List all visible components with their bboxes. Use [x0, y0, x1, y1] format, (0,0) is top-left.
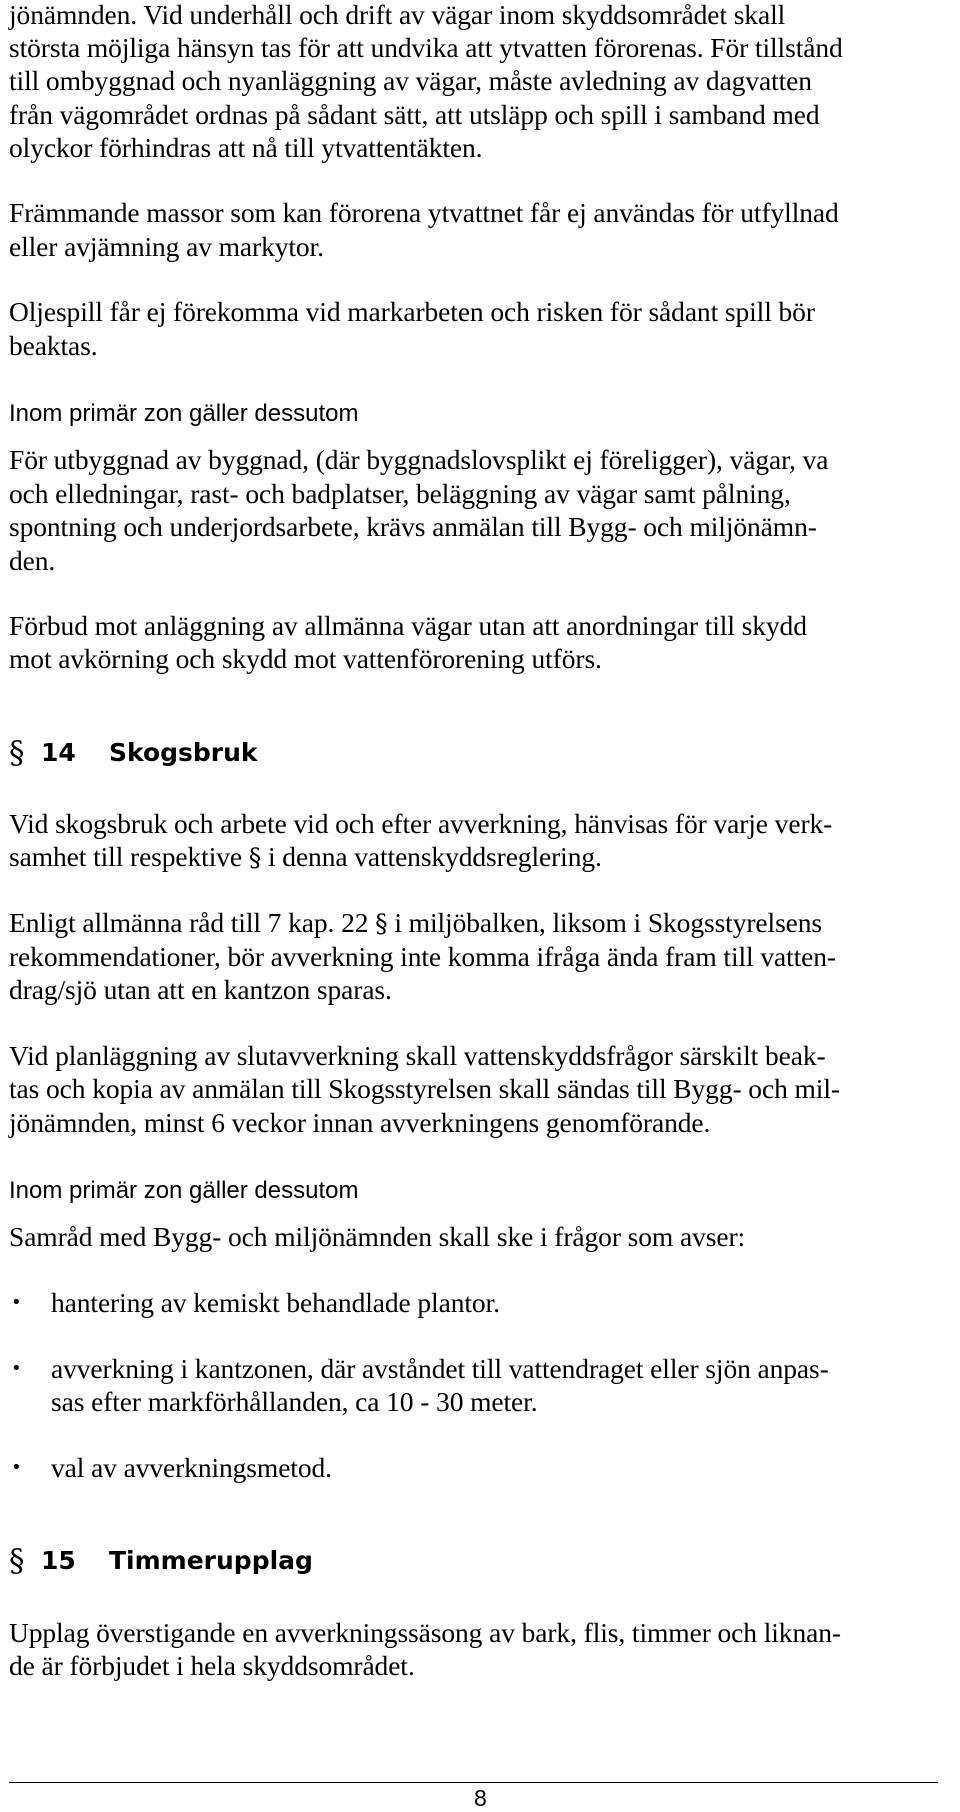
- list-item: val av avverkningsmetod.: [51, 1452, 332, 1483]
- text-line: jönämnden. Vid underhåll och drift av vägar inom skyddsområdet skall: [9, 0, 786, 30]
- text-line: spontning och underjordsarbete, krävs anmälan till Bygg- och miljönämn-: [9, 511, 817, 542]
- text-span: samhet till respektive: [9, 841, 243, 872]
- text-line: För utbyggnad av byggnad, (där byggnadslovsplikt ej föreligger), vägar, va: [9, 444, 829, 475]
- subheading: Inom primär zon gäller dessutom: [9, 1177, 359, 1204]
- paragraph-sign: §: [9, 735, 25, 771]
- text-span: i denna vattenskyddsreglering.: [267, 841, 602, 872]
- bullet-icon: •: [11, 1358, 22, 1379]
- text-line: tas och kopia av anmälan till Skogsstyrelsen skall sändas till Bygg- och mil-: [9, 1073, 840, 1104]
- paragraph-sign: §: [375, 909, 388, 938]
- text-line: jönämnden, minst 6 veckor innan avverkningens genomförande.: [9, 1107, 711, 1138]
- page-number: 8: [474, 1785, 487, 1811]
- subheading: Inom primär zon gäller dessutom: [9, 400, 359, 427]
- list-item: hantering av kemiskt behandlade plantor.: [51, 1287, 500, 1318]
- text-line: Vid skogsbruk och arbete vid och efter avverkning, hänvisas för varje verk-: [9, 808, 833, 839]
- text-line: Förbud mot anläggning av allmänna vägar utan att anordningar till skydd: [9, 610, 807, 641]
- text-line: olyckor förhindras att nå till ytvattentäkten.: [9, 132, 483, 163]
- paragraph-sign: §: [248, 843, 262, 872]
- text-line: Samråd med Bygg- och miljönämnden skall ske i frågor som avser:: [9, 1221, 746, 1252]
- text-line: och elledningar, rast- och badplatser, beläggning av vägar samt pålning,: [9, 478, 791, 509]
- text-line: beaktas.: [9, 330, 98, 361]
- list-item: avverkning i kantzonen, där avståndet till vattendraget eller sjön anpas-: [51, 1353, 829, 1384]
- paragraph-sign: §: [9, 1543, 25, 1579]
- bullet-icon: •: [11, 1457, 22, 1478]
- text-line: den.: [9, 545, 56, 576]
- section-title: Skogsbruk: [109, 738, 258, 767]
- text-line: från vägområdet ordnas på sådant sätt, att utsläpp och spill i samband med: [9, 99, 820, 130]
- section-title: Timmerupplag: [109, 1546, 313, 1575]
- section-number: 14: [41, 738, 76, 767]
- text-span: i miljöbalken, liksom i Skogsstyrelsens: [394, 907, 823, 938]
- section-number: 15: [41, 1546, 76, 1575]
- list-item: sas efter markförhållanden, ca 10 - 30 meter.: [51, 1386, 538, 1417]
- text-line: Upplag överstigande en avverkningssäsong av bark, flis, timmer och liknan-: [9, 1617, 841, 1648]
- text-line: Främmande massor som kan förorena ytvattnet får ej användas för utfyllnad: [9, 197, 839, 228]
- text-line: största möjliga hänsyn tas för att undvika att ytvatten förorenas. För tillstånd: [9, 32, 843, 63]
- text-line: de är förbjudet i hela skyddsområdet.: [9, 1650, 415, 1681]
- text-line: [9, 906, 822, 941]
- text-line: Vid planläggning av slutavverkning skall vattenskyddsfrågor särskilt beak-: [9, 1040, 826, 1071]
- text-line: drag/sjö utan att en kantzon sparas.: [9, 974, 392, 1005]
- footer-divider: [9, 1782, 938, 1783]
- text-line: rekommendationer, bör avverkning inte komma ifråga ända fram till vatten-: [9, 941, 836, 972]
- text-span: Enligt allmänna råd till 7 kap. 22: [9, 907, 369, 938]
- text-line: till ombyggnad och nyanläggning av vägar, måste avledning av dagvatten: [9, 65, 812, 96]
- bullet-icon: •: [11, 1292, 22, 1313]
- text-line: Oljespill får ej förekomma vid markarbeten och risken för sådant spill bör: [9, 296, 815, 327]
- text-line: [9, 840, 602, 875]
- text-line: eller avjämning av markytor.: [9, 231, 324, 262]
- text-line: mot avkörning och skydd mot vattenförorening utförs.: [9, 643, 602, 674]
